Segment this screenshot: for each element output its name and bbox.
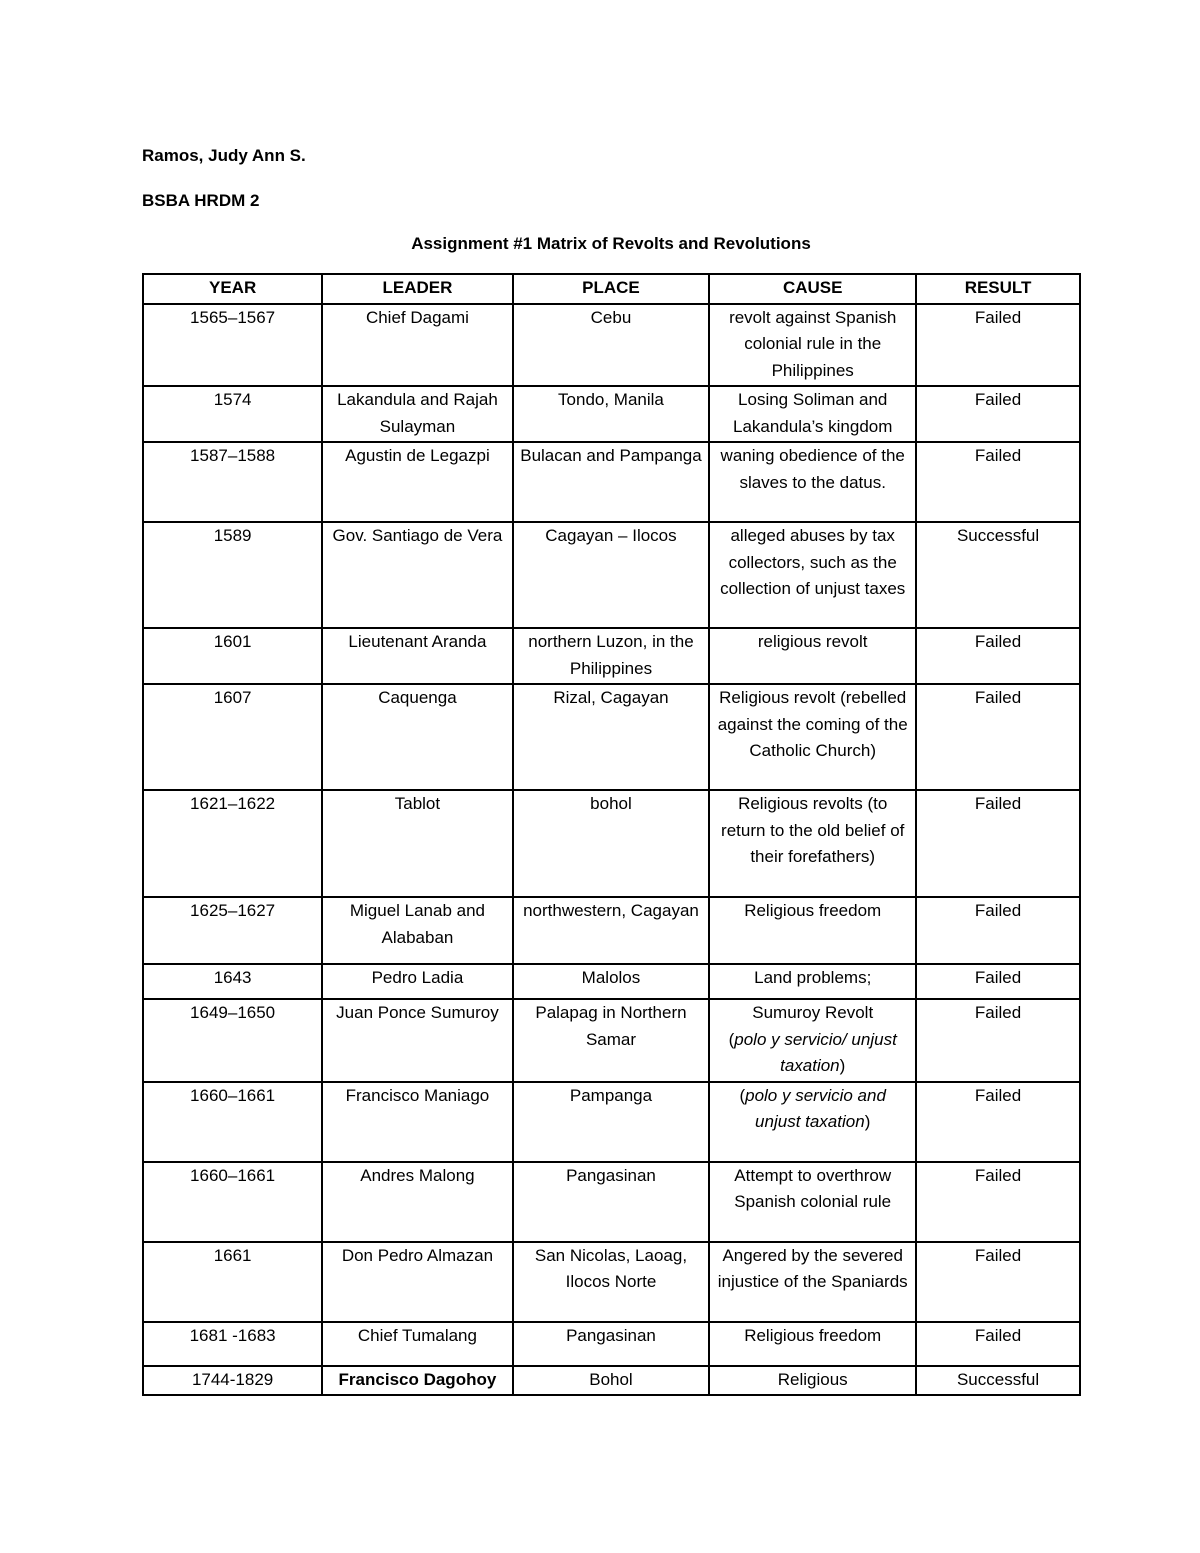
cell-year: 1660–1661 <box>143 1162 322 1242</box>
table-row <box>143 964 1080 999</box>
cell-result: Failed <box>916 1322 1080 1366</box>
cause-text: Sumuroy Revolt <box>752 1003 874 1022</box>
table-row <box>143 1162 1080 1242</box>
column-header-result: RESULT <box>916 274 1080 304</box>
cell-cause: Land problems; <box>709 964 916 999</box>
cell-year: 1649–1650 <box>143 999 322 1082</box>
cell-result: Failed <box>916 304 1080 387</box>
column-header-year: YEAR <box>143 274 322 304</box>
cell-leader: Chief Tumalang <box>322 1322 512 1366</box>
cause-open-paren: ( <box>728 1029 735 1049</box>
cell-year: 1607 <box>143 684 322 790</box>
cell-cause: religious revolt <box>709 628 916 684</box>
table-row <box>143 386 1080 442</box>
cell-year: 1601 <box>143 628 322 684</box>
cell-leader: Tablot <box>322 790 512 897</box>
cell-cause <box>709 999 916 1082</box>
cell-leader: Francisco Maniago <box>322 1082 512 1162</box>
cell-result: Failed <box>916 1082 1080 1162</box>
cell-leader: Gov. Santiago de Vera <box>322 522 512 628</box>
cell-cause: Angered by the severed injustice of the Spaniards <box>709 1242 916 1322</box>
cell-place: San Nicolas, Laoag, Ilocos Norte <box>513 1242 710 1322</box>
cell-result: Failed <box>916 628 1080 684</box>
cell-place: Malolos <box>513 964 710 999</box>
cell-place: Tondo, Manila <box>513 386 710 442</box>
cause-close-paren: ) <box>839 1056 846 1075</box>
cell-place: Cagayan – Ilocos <box>513 522 710 628</box>
cell-year: 1621–1622 <box>143 790 322 897</box>
cell-leader: Chief Dagami <box>322 304 512 387</box>
table-row <box>143 790 1080 897</box>
cell-result: Failed <box>916 386 1080 442</box>
cell-leader: Lieutenant Aranda <box>322 628 512 684</box>
table-row <box>143 1366 1080 1396</box>
cell-cause: revolt against Spanish colonial rule in the Philippines <box>709 304 916 387</box>
column-header-cause: CAUSE <box>709 274 916 304</box>
cell-result: Failed <box>916 999 1080 1082</box>
assignment-title: Assignment #1 Matrix of Revolts and Revolutions <box>411 234 811 253</box>
cell-leader: Caquenga <box>322 684 512 790</box>
cell-place: Pangasinan <box>513 1322 710 1366</box>
table-row <box>143 1082 1080 1162</box>
cell-leader: Miguel Lanab and Alababan <box>322 897 512 964</box>
cell-year: 1625–1627 <box>143 897 322 964</box>
course-label: BSBA HRDM 2 <box>142 191 260 210</box>
table-row <box>143 1322 1080 1366</box>
cell-leader: Lakandula and Rajah Sulayman <box>322 386 512 442</box>
table-row <box>143 304 1080 387</box>
cell-cause: Religious freedom <box>709 897 916 964</box>
cell-year: 1661 <box>143 1242 322 1322</box>
cell-place: Palapag in Northern Samar <box>513 999 710 1082</box>
cell-place: Pangasinan <box>513 1162 710 1242</box>
cell-result: Failed <box>916 1242 1080 1322</box>
cause-close-paren: ) <box>864 1112 871 1131</box>
cell-result: Failed <box>916 442 1080 522</box>
table-row <box>143 1242 1080 1322</box>
cell-cause: Religious <box>709 1366 916 1396</box>
cell-result: Failed <box>916 790 1080 897</box>
cell-place: Cebu <box>513 304 710 387</box>
cell-place: Rizal, Cagayan <box>513 684 710 790</box>
cause-italic-text: polo y servicio and unjust taxation <box>745 1085 886 1131</box>
cell-cause: Religious revolts (to return to the old belief of their forefathers) <box>709 790 916 897</box>
cell-year: 1589 <box>143 522 322 628</box>
cell-place: bohol <box>513 790 710 897</box>
cell-result: Failed <box>916 897 1080 964</box>
cell-cause <box>709 1082 916 1162</box>
cause-open-paren: ( <box>739 1085 746 1105</box>
cell-place: Pampanga <box>513 1082 710 1162</box>
cell-year: 1587–1588 <box>143 442 322 522</box>
revolts-matrix-table <box>142 273 1081 1396</box>
table-header-row <box>143 274 1080 304</box>
cell-result: Failed <box>916 964 1080 999</box>
cell-result: Failed <box>916 1162 1080 1242</box>
cell-result: Failed <box>916 684 1080 790</box>
table-row <box>143 897 1080 964</box>
table-row <box>143 522 1080 628</box>
cell-leader: Agustin de Legazpi <box>322 442 512 522</box>
student-name: Ramos, Judy Ann S. <box>142 146 306 165</box>
cell-year: 1660–1661 <box>143 1082 322 1162</box>
cell-place: northern Luzon, in the Philippines <box>513 628 710 684</box>
cause-italic-text: polo y servicio/ unjust taxation <box>734 1029 897 1075</box>
cell-result: Successful <box>916 522 1080 628</box>
table-row <box>143 684 1080 790</box>
column-header-leader: LEADER <box>322 274 512 304</box>
cell-place: northwestern, Cagayan <box>513 897 710 964</box>
table-row <box>143 999 1080 1082</box>
cell-year: 1574 <box>143 386 322 442</box>
table-row <box>143 628 1080 684</box>
cell-leader: Don Pedro Almazan <box>322 1242 512 1322</box>
cell-year: 1565–1567 <box>143 304 322 387</box>
cell-year: 1643 <box>143 964 322 999</box>
column-header-place: PLACE <box>513 274 710 304</box>
cell-cause: Attempt to overthrow Spanish colonial rule <box>709 1162 916 1242</box>
cell-result: Successful <box>916 1366 1080 1396</box>
cell-cause: Losing Soliman and Lakandula’s kingdom <box>709 386 916 442</box>
cell-leader: Francisco Dagohoy <box>322 1366 512 1396</box>
cell-year: 1744-1829 <box>143 1366 322 1396</box>
cell-cause: alleged abuses by tax collectors, such as the collection of unjust taxes <box>709 522 916 628</box>
cell-leader: Pedro Ladia <box>322 964 512 999</box>
cell-cause: Religious freedom <box>709 1322 916 1366</box>
table-row <box>143 442 1080 522</box>
cell-cause: Religious revolt (rebelled against the coming of the Catholic Church) <box>709 684 916 790</box>
cell-place: Bohol <box>513 1366 710 1396</box>
cell-leader: Andres Malong <box>322 1162 512 1242</box>
cell-place: Bulacan and Pampanga <box>513 442 710 522</box>
cell-leader: Juan Ponce Sumuroy <box>322 999 512 1082</box>
cell-year: 1681 -1683 <box>143 1322 322 1366</box>
cell-cause: waning obedience of the slaves to the datus. <box>709 442 916 522</box>
